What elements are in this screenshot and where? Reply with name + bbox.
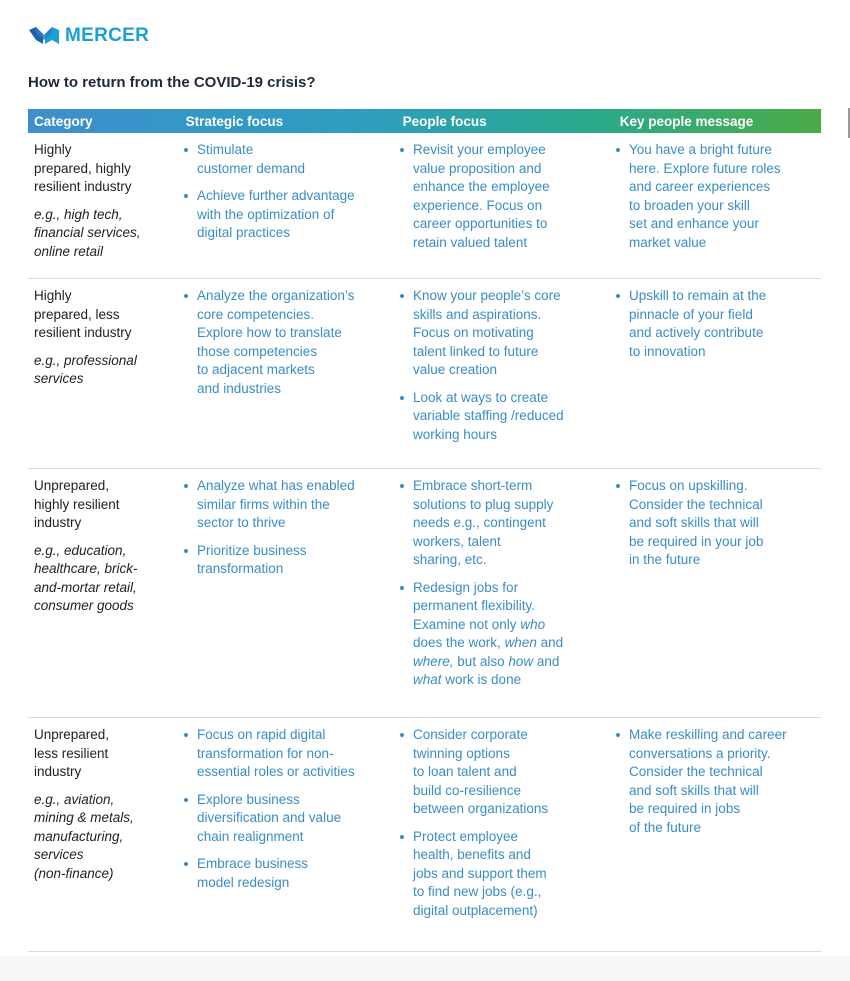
bullet-item bbox=[615, 287, 811, 361]
text-line: here. Explore future roles bbox=[629, 160, 781, 176]
table-row bbox=[28, 279, 821, 469]
text-line: Highly bbox=[34, 142, 72, 157]
bullet-item bbox=[183, 477, 389, 533]
people-focus-cell bbox=[393, 279, 609, 468]
bullet-item bbox=[399, 389, 605, 445]
category-examples bbox=[34, 791, 177, 884]
category-name bbox=[34, 287, 177, 343]
bullet-item bbox=[183, 287, 389, 398]
text-line bbox=[413, 671, 605, 690]
text-line: sector to thrive bbox=[197, 515, 286, 530]
key-message-cell bbox=[609, 279, 815, 468]
text-line: retain valued talent bbox=[413, 234, 528, 250]
emphasis-word: how bbox=[508, 653, 534, 669]
text-line: e.g., high tech, bbox=[34, 206, 123, 222]
bullet-item bbox=[615, 477, 811, 570]
category-name bbox=[34, 726, 177, 782]
text-line: health, benefits and bbox=[413, 847, 531, 862]
text-line: e.g., education, bbox=[34, 542, 127, 558]
text-line: Revisit your employee bbox=[413, 142, 546, 157]
table-row bbox=[28, 469, 821, 718]
text-span: does the work, bbox=[413, 635, 501, 650]
people-focus-cell bbox=[393, 718, 609, 951]
category-cell bbox=[28, 718, 177, 951]
emphasis-word: when bbox=[504, 635, 537, 650]
text-line: You have a bright future bbox=[629, 142, 772, 157]
header-category: Category bbox=[34, 113, 93, 129]
text-line: skills and aspirations. bbox=[413, 306, 542, 322]
bullet-item bbox=[183, 542, 389, 579]
bullet-item bbox=[399, 579, 605, 690]
text-line: Consider the technical bbox=[629, 764, 763, 779]
text-line: twinning options bbox=[413, 745, 510, 761]
text-line: working hours bbox=[413, 426, 498, 442]
category-cell bbox=[28, 279, 177, 468]
text-line: experience. Focus on bbox=[413, 197, 543, 213]
text-line: transformation for non- bbox=[197, 745, 334, 761]
table-body bbox=[28, 133, 821, 952]
text-line: career opportunities to bbox=[413, 216, 548, 231]
text-line: manufacturing, bbox=[34, 828, 124, 844]
text-line: e.g., professional bbox=[34, 352, 137, 368]
text-line: Explore business bbox=[197, 791, 300, 807]
text-line: Analyze the organization’s bbox=[197, 288, 355, 303]
text-line: between organizations bbox=[413, 801, 549, 816]
text-line: resilient industry bbox=[34, 325, 132, 340]
text-line: of the future bbox=[629, 819, 702, 835]
text-line: jobs and support them bbox=[413, 865, 547, 881]
text-span: work is done bbox=[445, 672, 522, 687]
header-key-message: Key people message bbox=[619, 113, 754, 129]
bullet-item bbox=[615, 726, 811, 837]
text-line: consumer goods bbox=[34, 598, 134, 613]
text-span: and bbox=[540, 635, 564, 650]
category-name bbox=[34, 477, 177, 533]
text-line: enhance the employee bbox=[413, 179, 550, 194]
strategic-focus-cell bbox=[177, 469, 393, 717]
people-focus-cell bbox=[393, 469, 609, 717]
category-name bbox=[34, 141, 177, 197]
text-line: Focus on motivating bbox=[413, 325, 534, 340]
bullet-item bbox=[399, 287, 605, 380]
bullet-item bbox=[183, 187, 389, 243]
category-examples bbox=[34, 542, 177, 616]
header-strategic-focus: Strategic focus bbox=[185, 113, 284, 129]
table-row bbox=[28, 133, 821, 279]
text-line: industry bbox=[34, 515, 82, 530]
text-line: healthcare, brick- bbox=[34, 561, 138, 576]
text-line: be required in jobs bbox=[629, 801, 741, 816]
text-line: Unprepared, bbox=[34, 727, 110, 742]
text-span: permanent flexibility. bbox=[413, 598, 536, 613]
text-line: core competencies. bbox=[197, 306, 315, 322]
text-span: and bbox=[536, 653, 560, 669]
text-line bbox=[413, 653, 605, 672]
text-line: conversations a priority. bbox=[629, 745, 771, 761]
text-line: solutions to plug supply bbox=[413, 496, 554, 512]
text-line: digital practices bbox=[197, 225, 291, 240]
text-line: industry bbox=[34, 764, 82, 779]
text-line: Make reskilling and career bbox=[629, 727, 787, 742]
bullet-item bbox=[183, 141, 389, 178]
text-line: (non-finance) bbox=[34, 865, 114, 881]
text-line: resilient industry bbox=[34, 179, 132, 194]
text-line: financial services, bbox=[34, 225, 141, 240]
footer-band bbox=[0, 956, 850, 981]
text-line: value proposition and bbox=[413, 160, 542, 176]
text-line: with the optimization of bbox=[197, 206, 335, 222]
key-message-cell bbox=[609, 133, 815, 278]
text-line: Achieve further advantage bbox=[197, 188, 355, 203]
text-line: Analyze what has enabled bbox=[197, 478, 355, 493]
text-line: needs e.g., contingent bbox=[413, 515, 546, 530]
bullet-item bbox=[183, 791, 389, 847]
text-line: transformation bbox=[197, 561, 284, 576]
text-line: and-mortar retail, bbox=[34, 579, 137, 595]
table-row bbox=[28, 718, 821, 952]
text-span: but also bbox=[457, 653, 505, 669]
text-line: and career experiences bbox=[629, 179, 771, 194]
text-line: Consider the technical bbox=[629, 496, 763, 512]
text-line: and soft skills that will bbox=[629, 515, 759, 530]
bullet-item bbox=[399, 477, 605, 570]
text-line: Consider corporate bbox=[413, 727, 528, 742]
table-header bbox=[28, 109, 821, 133]
mercer-logo bbox=[28, 25, 149, 47]
text-line: pinnacle of your field bbox=[629, 306, 753, 322]
page-title: How to return from the COVID-19 crisis? bbox=[28, 74, 316, 91]
mercer-logo-icon bbox=[28, 26, 60, 46]
bullet-item bbox=[399, 828, 605, 921]
text-line: value creation bbox=[413, 362, 498, 377]
text-line bbox=[413, 634, 605, 653]
text-line: Know your people’s core bbox=[413, 288, 561, 303]
text-line: those competencies bbox=[197, 343, 318, 359]
bullet-item bbox=[615, 141, 811, 252]
text-line: customer demand bbox=[197, 160, 306, 176]
text-line: similar firms within the bbox=[197, 496, 330, 512]
text-line: prepared, highly bbox=[34, 160, 131, 176]
text-line: to adjacent markets bbox=[197, 362, 315, 377]
crisis-return-table bbox=[28, 109, 821, 952]
text-line: set and enhance your bbox=[629, 216, 759, 231]
text-line: Explore how to translate bbox=[197, 325, 342, 340]
brand-name: MERCER bbox=[65, 25, 150, 46]
text-line: variable staffing /reduced bbox=[413, 408, 564, 423]
bullet-item bbox=[183, 855, 389, 892]
text-line: and actively contribute bbox=[629, 325, 764, 340]
text-line bbox=[413, 616, 605, 635]
bullet-item bbox=[399, 726, 605, 819]
category-cell bbox=[28, 469, 177, 717]
text-line: diversification and value bbox=[197, 810, 342, 825]
text-line bbox=[413, 597, 605, 616]
text-line: Focus on upskilling. bbox=[629, 478, 748, 493]
text-line: to loan talent and bbox=[413, 764, 517, 779]
category-examples bbox=[34, 206, 177, 262]
emphasis-word: what bbox=[413, 672, 442, 687]
text-line: chain realignment bbox=[197, 828, 304, 844]
text-line: services bbox=[34, 371, 84, 386]
text-line bbox=[413, 579, 605, 598]
text-line: to innovation bbox=[629, 343, 706, 359]
text-line: sharing, etc. bbox=[413, 552, 487, 567]
text-line: prepared, less bbox=[34, 306, 120, 322]
bullet-item bbox=[183, 726, 389, 782]
key-message-cell bbox=[609, 718, 815, 951]
text-line: Protect employee bbox=[413, 828, 519, 844]
people-focus-cell bbox=[393, 133, 609, 278]
category-examples bbox=[34, 352, 177, 389]
text-line: services bbox=[34, 847, 84, 862]
emphasis-word: who bbox=[520, 616, 546, 632]
text-line: less resilient bbox=[34, 745, 109, 761]
text-line: and soft skills that will bbox=[629, 782, 759, 798]
emphasis-word: where, bbox=[413, 653, 454, 669]
text-span: Examine not only bbox=[413, 616, 517, 632]
strategic-focus-cell bbox=[177, 279, 393, 468]
text-line: be required in your job bbox=[629, 533, 764, 549]
strategic-focus-cell bbox=[177, 133, 393, 278]
text-line: Embrace short-term bbox=[413, 478, 533, 493]
text-line: talent linked to future bbox=[413, 343, 539, 359]
text-line: Focus on rapid digital bbox=[197, 727, 326, 742]
key-message-cell bbox=[609, 469, 815, 717]
strategic-focus-cell bbox=[177, 718, 393, 951]
text-line: Look at ways to create bbox=[413, 389, 549, 405]
text-line: to broaden your skill bbox=[629, 197, 750, 213]
text-line: Stimulate bbox=[197, 142, 254, 157]
text-line: mining & metals, bbox=[34, 810, 134, 825]
text-span: Redesign jobs for bbox=[413, 579, 519, 595]
text-line: Embrace business bbox=[197, 856, 309, 871]
text-line: essential roles or activities bbox=[197, 764, 355, 779]
text-line: digital outplacement) bbox=[413, 902, 538, 918]
header-people-focus: People focus bbox=[402, 113, 487, 129]
text-line: Highly bbox=[34, 288, 72, 303]
category-cell bbox=[28, 133, 177, 278]
text-line: market value bbox=[629, 234, 707, 250]
text-line: workers, talent bbox=[413, 533, 501, 549]
text-line: build co-resilience bbox=[413, 782, 522, 798]
text-line: online retail bbox=[34, 243, 104, 259]
text-line: highly resilient bbox=[34, 496, 120, 512]
text-line: in the future bbox=[629, 552, 701, 567]
text-line: and industries bbox=[197, 380, 282, 396]
text-line: model redesign bbox=[197, 874, 290, 890]
bullet-item bbox=[399, 141, 605, 252]
text-line: Unprepared, bbox=[34, 478, 110, 493]
text-line: Prioritize business bbox=[197, 542, 307, 558]
text-line: to find new jobs (e.g., bbox=[413, 884, 542, 899]
text-line: e.g., aviation, bbox=[34, 791, 115, 807]
text-line: Upskill to remain at the bbox=[629, 288, 767, 303]
